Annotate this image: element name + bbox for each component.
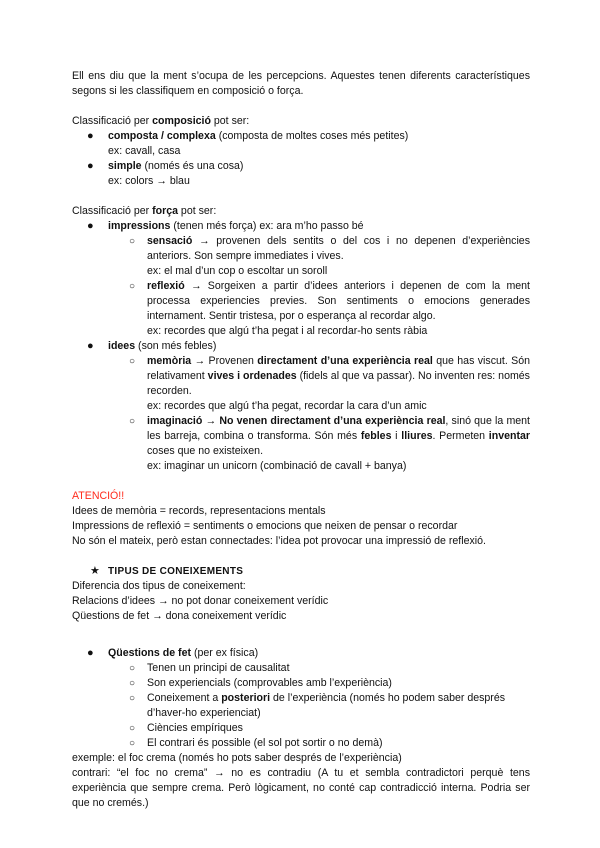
- imaginacio-example: ex: imaginar un unicorn (combinació de cavall + banya): [147, 460, 407, 472]
- composicio-lead-term: composició: [152, 115, 211, 127]
- memoria-example: ex: recordes que algú t’ha pegat, recordar la cara d’un amic: [147, 400, 427, 412]
- tipus-line-2: Relacions d’idees → no pot donar coneixement verídic: [72, 595, 329, 607]
- circle-bullet-icon: ○: [129, 416, 136, 427]
- list-item-impressions: [72, 219, 530, 234]
- imaginacio-text-1: →: [202, 415, 220, 427]
- list-item-reflexio: [72, 279, 530, 324]
- questions-desc: (per ex física): [191, 647, 259, 659]
- memoria-bold-1: directament d’una experiència real: [257, 355, 433, 367]
- sensacio-term: sensació: [147, 235, 193, 247]
- imaginacio-text-4: . Permeten: [432, 430, 489, 442]
- list-item-questions: [72, 646, 530, 661]
- atencio-label: ATENCIÓ!!: [72, 490, 125, 502]
- bullet-icon: ●: [87, 160, 94, 172]
- sensacio-example: ex: el mal d’un cop o escoltar un soroll: [147, 265, 328, 277]
- document-page: [72, 69, 530, 811]
- composicio-lead: [72, 114, 530, 129]
- questions-sub-5: [72, 736, 530, 751]
- memoria-text-1: → Provenen: [191, 355, 258, 367]
- tipus-line-1: Diferencia dos tipus de coneixement:: [72, 580, 246, 592]
- circle-bullet-icon: ○: [129, 723, 136, 734]
- questions-sub-4: [72, 721, 530, 736]
- atencio-line-2: Impressions de reflexió = sentiments o emocions que neixen de pensar o recordar: [72, 520, 458, 532]
- atencio-line-3: No són el mateix, però estan connectades: l’idea pot provocar una impressió de reflexió.: [72, 535, 486, 547]
- simple-term: simple: [108, 160, 142, 172]
- bullet-icon: ●: [87, 130, 94, 142]
- bullet-icon: ●: [87, 220, 94, 232]
- memoria-text-2: que has viscut. Són relativament: [147, 355, 531, 382]
- memoria-text-3: (fidels al que va passar). No inventen res: només recorden.: [147, 370, 530, 397]
- sensacio-text: → provenen dels sentits o del cos i no depenen d’experiències anteriors. Son sempre immediates i vives.: [147, 235, 530, 262]
- imaginacio-term: imaginació: [147, 415, 203, 427]
- questions-sub-2-text: Son experiencials (comprovables amb l’experiència): [147, 677, 392, 689]
- questions-sub-3-post: de l’experiència (només ho podem saber després d’haver-ho experienciat): [147, 692, 506, 719]
- list-item-simple: [72, 159, 530, 174]
- star-icon: ★: [90, 565, 101, 577]
- imaginacio-text-3: i: [391, 430, 402, 442]
- questions-sub-3: [72, 691, 530, 721]
- circle-bullet-icon: ○: [129, 738, 136, 749]
- questions-sub-2: [72, 676, 530, 691]
- circle-bullet-icon: ○: [129, 281, 136, 292]
- imaginacio-text-5: coses que no existeixen.: [147, 445, 264, 457]
- questions-sub-5-text: El contrari és possible (el sol pot sortir o no demà): [147, 737, 383, 749]
- forca-lead: [72, 204, 530, 219]
- composicio-lead-pre: Classificació per: [72, 115, 153, 127]
- bullet-icon: ●: [87, 647, 94, 659]
- impressions-term: impressions: [108, 220, 171, 232]
- composta-term: composta / complexa: [108, 130, 216, 142]
- questions-sub-1-text: Tenen un principi de causalitat: [147, 662, 290, 674]
- circle-bullet-icon: ○: [129, 356, 136, 367]
- questions-sub-3-bold: posteriori: [221, 692, 271, 704]
- composta-example: ex: cavall, casa: [108, 145, 181, 157]
- tipus-line-3: Qüestions de fet → dona coneixement verídic: [72, 610, 287, 622]
- list-item-composta: [72, 129, 530, 144]
- idees-term: idees: [108, 340, 136, 352]
- memoria-term: memòria: [147, 355, 192, 367]
- reflexio-example: ex: recordes que algú t’ha pegat i al recordar-ho sents ràbia: [147, 325, 428, 337]
- imaginacio-bold-1: No venen directament d’una experiència real: [219, 415, 446, 427]
- questions-sub-1: [72, 661, 530, 676]
- forca-lead-term: força: [152, 205, 178, 217]
- imaginacio-bold-4: inventar: [488, 430, 531, 442]
- atencio-line-1: Idees de memòria = records, representacions mentals: [72, 505, 326, 517]
- questions-exemple: exemple: el foc crema (només ho pots saber després de l’experiència): [72, 752, 402, 764]
- questions-sub-4-text: Ciències empíriques: [147, 722, 243, 734]
- impressions-desc: (tenen més força) ex: ara m’ho passo bé: [170, 220, 364, 232]
- tipus-heading: [72, 564, 530, 579]
- imaginacio-text-2: , sinó que la ment les barreja, combina o transforma. Són més: [147, 415, 531, 442]
- reflexio-term: reflexió: [147, 280, 185, 292]
- circle-bullet-icon: ○: [129, 663, 136, 674]
- forca-lead-pre: Classificació per: [72, 205, 153, 217]
- tipus-heading-text: TIPUS DE CONEIXEMENTS: [108, 566, 244, 577]
- imaginacio-bold-3: lliures: [401, 430, 433, 442]
- simple-example: ex: colors → blau: [108, 175, 190, 187]
- memoria-bold-2: vives i ordenades: [207, 370, 297, 382]
- list-item-idees: [72, 339, 530, 354]
- questions-contrari: contrari: “el foc no crema” → no es contradiu (A tu et sembla contradictori perquè tens experiència que sempre crema. Però lògicament, no conté cap contradicció interna. Podria ser que no cremés.): [72, 767, 530, 809]
- circle-bullet-icon: ○: [129, 236, 136, 247]
- intro-paragraph: Ell ens diu que la ment s’ocupa de les percepcions. Aquestes tenen diferents característiques segons si les classifiquem en composició o força.: [72, 70, 530, 97]
- imaginacio-bold-2: febles: [360, 430, 392, 442]
- circle-bullet-icon: ○: [129, 693, 136, 704]
- reflexio-text: → Sorgeixen a partir d’idees anteriors i depenen de com la ment processa experiencies previes. Son sentiments o emocions generades internament. Sentir tristesa, por o esperança al recordar algo.: [147, 280, 530, 322]
- idees-desc: (son més febles): [135, 340, 217, 352]
- list-item-sensacio: [72, 234, 530, 264]
- questions-sub-3-pre: Coneixement a: [147, 692, 222, 704]
- questions-term: Qüestions de fet: [108, 647, 191, 659]
- list-item-memoria: [72, 354, 530, 399]
- composta-desc: (composta de moltes coses més petites): [215, 130, 409, 142]
- list-item-imaginacio: [72, 414, 530, 459]
- simple-desc: (només és una cosa): [141, 160, 244, 172]
- circle-bullet-icon: ○: [129, 678, 136, 689]
- bullet-icon: ●: [87, 340, 94, 352]
- composicio-lead-post: pot ser:: [210, 115, 250, 127]
- forca-lead-post: pot ser:: [177, 205, 217, 217]
